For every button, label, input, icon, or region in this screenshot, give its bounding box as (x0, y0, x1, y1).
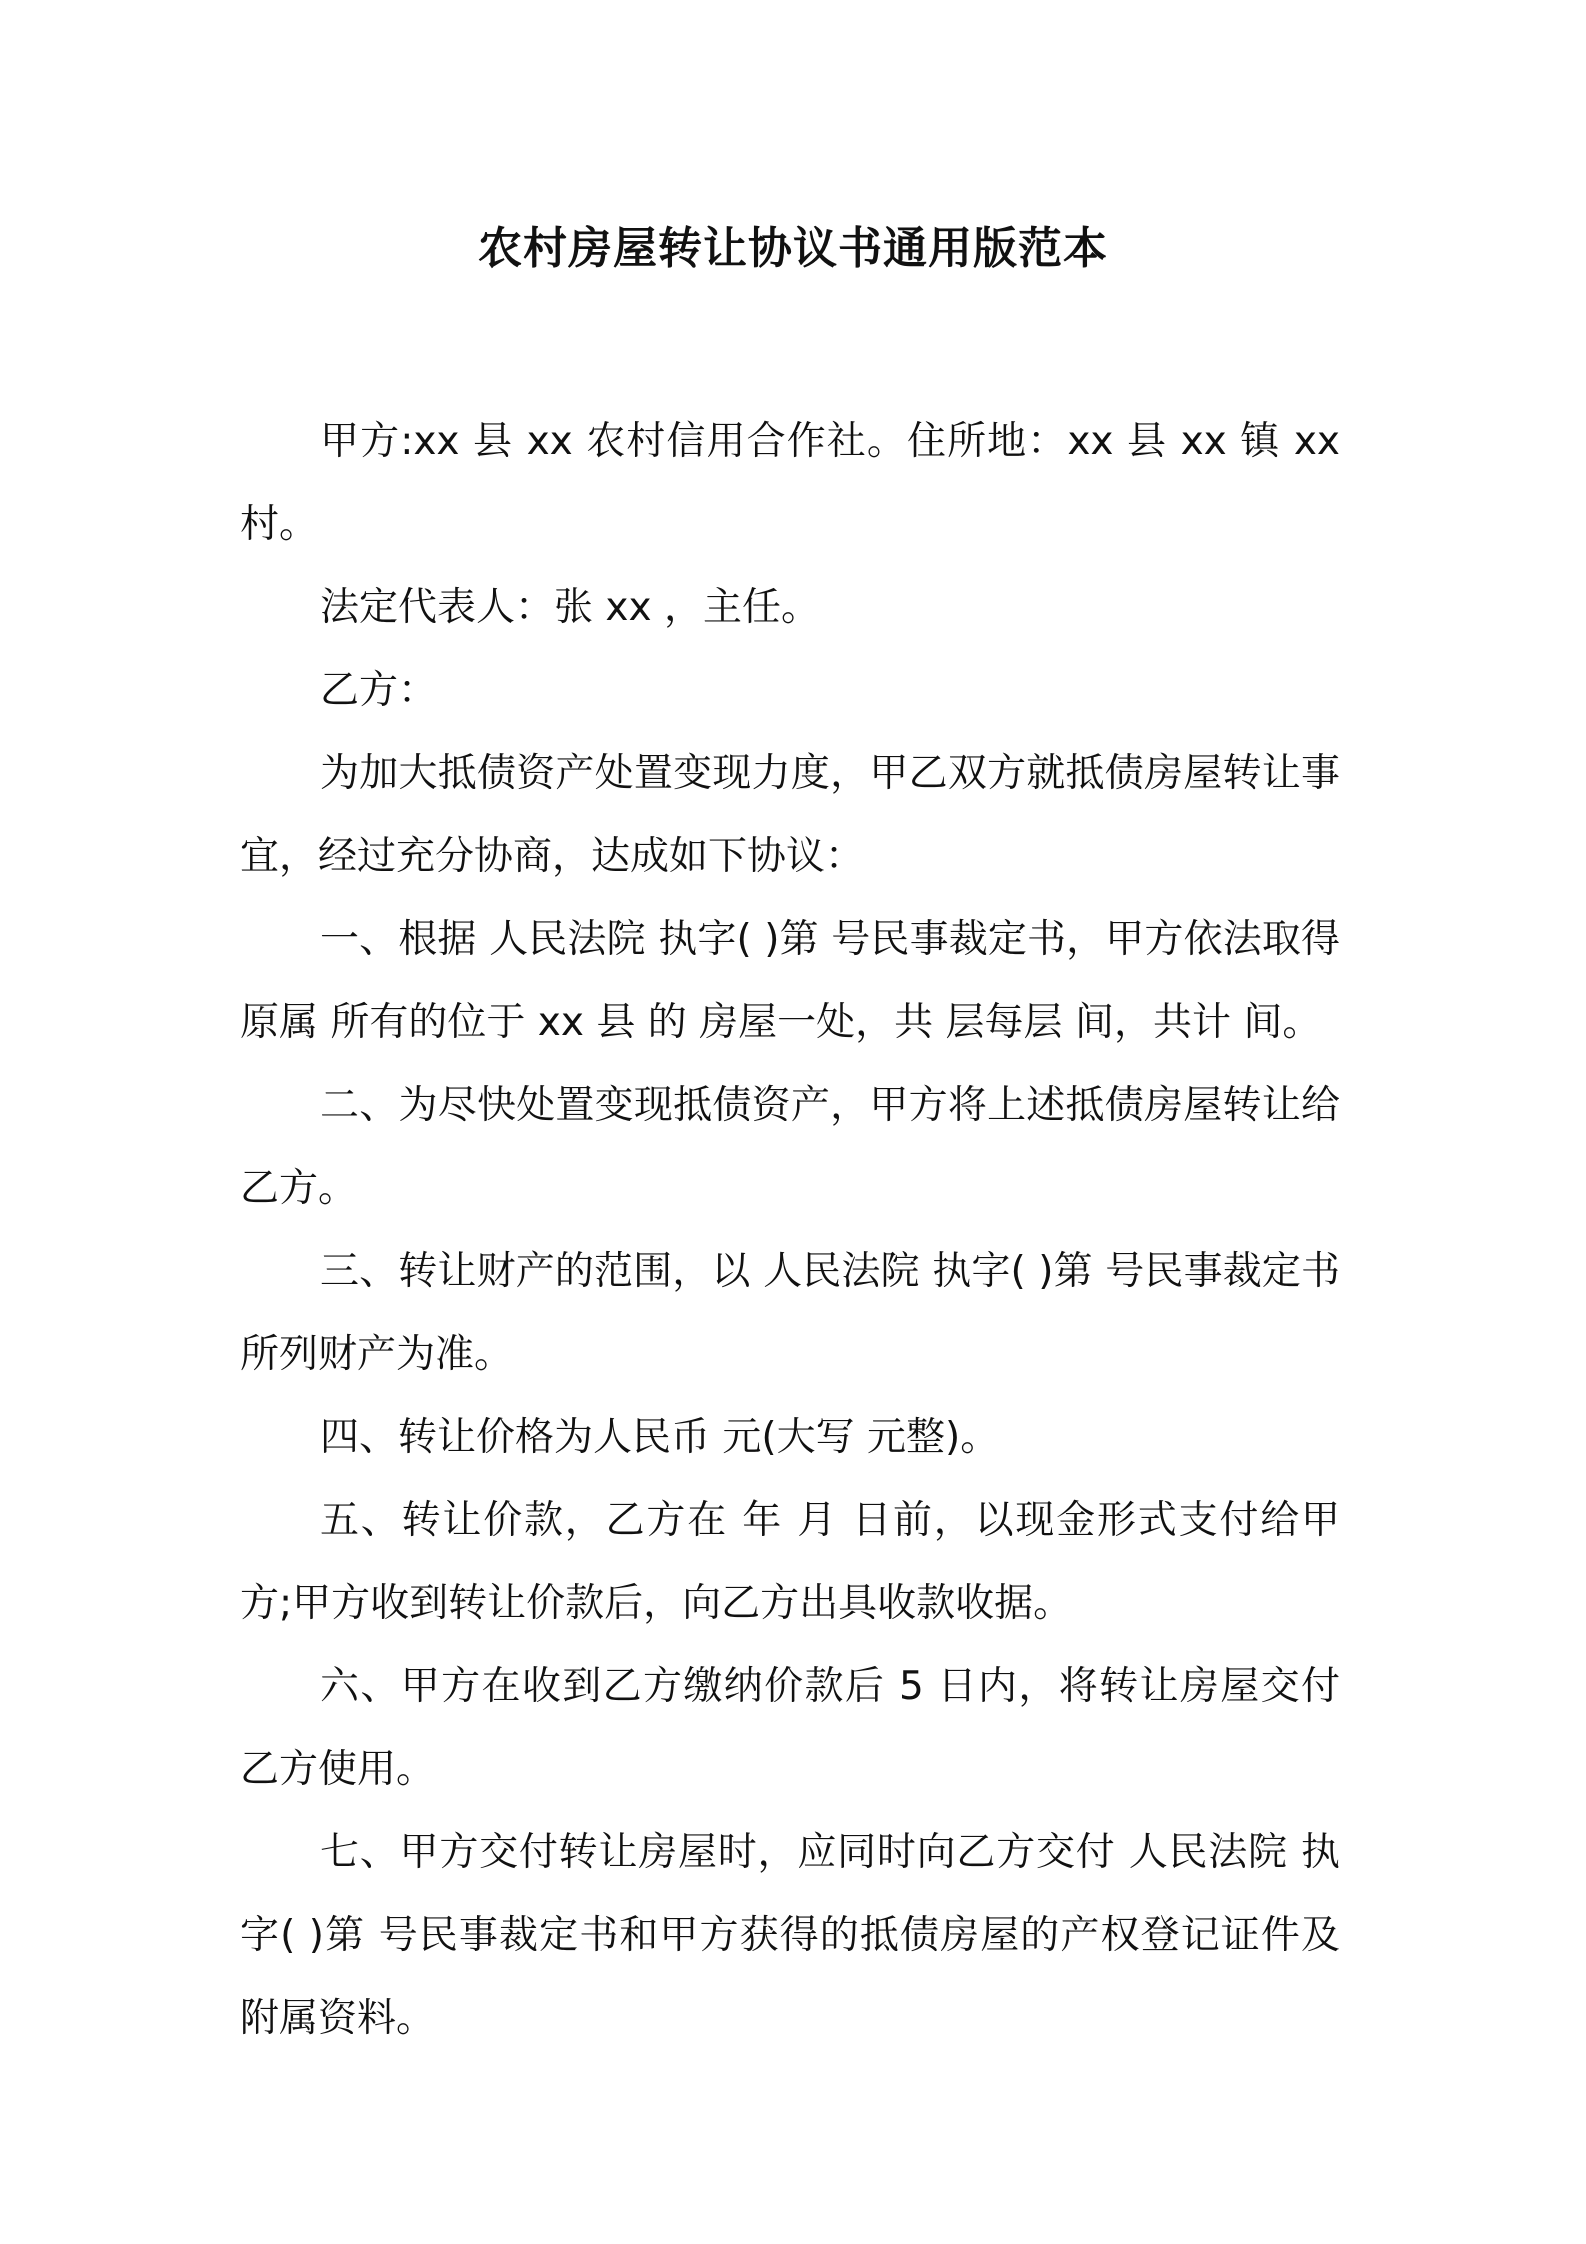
paragraph-clause-3: 三、转让财产的范围，以 人民法院 执字( )第 号民事裁定书所列财产为准。 (240, 1249, 1340, 1377)
document-title: 农村房屋转让协议书通用版范本 (478, 223, 1108, 274)
paragraph-clause-6: 六、甲方在收到乙方缴纳价款后 5 日内，将转让房屋交付乙方使用。 (240, 1664, 1340, 1792)
document-body (240, 400, 1353, 2060)
paragraph-party-b: 乙方： (320, 668, 438, 713)
paragraph-clause-5: 五、转让价款，乙方在 年 月 日前，以现金形式支付给甲方;甲方收到转让价款后，向乙方出具收款收据。 (240, 1498, 1340, 1626)
paragraph-clause-4: 四、转让价格为人民币 元(大写 元整)。 (320, 1415, 1000, 1460)
paragraph-clause-2: 二、为尽快处置变现抵债资产，甲方将上述抵债房屋转让给乙方。 (240, 1083, 1340, 1211)
paragraph-party-a: 甲方:xx 县 xx 农村信用合作社。住所地：xx 县 xx 镇 xx 村。 (240, 419, 1353, 547)
paragraph-legal-representative: 法定代表人：张 xx ，主任。 (320, 585, 820, 630)
paragraph-clause-7: 七、甲方交付转让房屋时，应同时向乙方交付 人民法院 执字( )第 号民事裁定书和甲方获得的抵债房屋的产权登记证件及附属资料。 (240, 1830, 1340, 2041)
paragraph-clause-1: 一、根据 人民法院 执字( )第 号民事裁定书，甲方依法取得原属 所有的位于 xx 县 的 房屋一处，共 层每层 间，共计 间。 (240, 917, 1340, 1045)
paragraph-preamble: 为加大抵债资产处置变现力度，甲乙双方就抵债房屋转让事宜，经过充分协商，达成如下协议： (240, 751, 1340, 879)
